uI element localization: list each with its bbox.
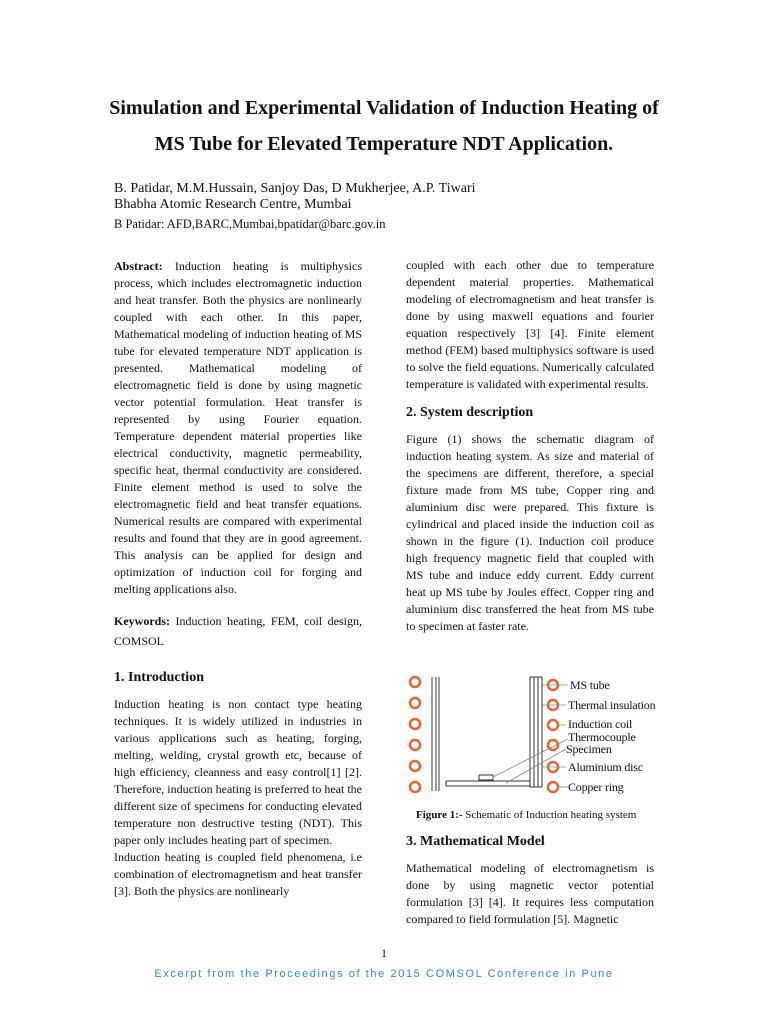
coil-turn	[410, 782, 420, 792]
specimen-block	[479, 775, 493, 780]
introduction-heading: 1. Introduction	[114, 670, 204, 685]
label-ms-tube: MS tube	[570, 678, 610, 692]
coil-turn	[548, 720, 558, 730]
introduction-paragraph-1: Induction heating is non contact type heating techniques. It is widely utilized in industries in various applications such as heating, forging, melting, welding, crystal growth etc, because of high efficiency, cleanness and easy control[1] [2]. Therefore, induction heating is preferred to heat the different size of specimens for conducting elevated temperature non destructive testing (NDT). This paper only includes heating part of specimen.	[114, 697, 362, 847]
figure-caption-text: Schematic of Induction heating system	[462, 809, 637, 821]
figure-1-schematic	[406, 673, 666, 803]
label-specimen: Specimen	[566, 742, 612, 756]
introduction-continued: coupled with each other due to temperature dependent material properties. Mathematical modeling of electromagnetism and heat transfer is done by using maxwell equations and fourier equation respectively [3] [4]. Finite element method (FEM) based multiphysics software is used to solve the field equations. Numerically calculated temperature is validated with experimental results.	[406, 258, 654, 391]
system-description-heading: 2. System description	[406, 405, 534, 420]
keywords-label: Keywords:	[114, 614, 170, 628]
keywords	[114, 611, 362, 651]
coil-turn	[410, 719, 420, 729]
coil-turn	[410, 677, 420, 687]
coil-turn	[410, 761, 420, 771]
introduction-paragraph-2: Induction heating is coupled field phenomena, i.e combination of electromagnetism and heat transfer [3]. Both the physics are nonlinearly	[114, 850, 362, 898]
abstract-label: Abstract:	[114, 259, 163, 273]
label-induction-coil: Induction coil	[568, 717, 633, 731]
system-description-text: Figure (1) shows the schematic diagram of induction heating system. As size and material of the specimens are different, therefore, a special fixture made from MS tube, Copper ring and aluminium disc were prepared. This fixture is cylindrical and placed inside the induction coil as shown in the figure (1). Induction coil produce high frequency magnetic field that coupled with MS tube and induce eddy current. Eddy current heat up MS tube by Joules effect. Copper ring and aluminium disc transferred the heat from MS tube to specimen at faster rate.	[406, 432, 654, 633]
math-model-section	[406, 834, 654, 928]
abstract-text: Induction heating is multiphysics process, which includes electromagnetic induction and heat transfer. Both the physics are nonlinearly coupled with each other. In this paper, Mathematical modeling of induction heating of MS tube for elevated temperature NDT application is presented. Mathematical modeling of electromagnetic field is done by using magnetic vector potential formulation. Heat transfer is represented by using Fourier equation. Temperature dependent material properties like electrical conductivity, magnetic permeability, specific heat, thermal conductivity are considered. Finite element method is used to solve the electromagnetic field and heat transfer equations. Numerical results are compared with experimental results and found that they are in good agreement. This analysis can be applied for design and optimization of induction coil for forging and melting applications also.	[114, 259, 362, 596]
left-column	[114, 258, 362, 900]
math-model-heading: 3. Mathematical Model	[406, 834, 545, 849]
math-model-text: Mathematical modeling of electromagnetism is done by using magnetic vector potential formulation [3] [4]. It requires less computation compared to field formulation [5]. Magnetic	[406, 861, 654, 926]
keywords-text: Induction heating, FEM, coil design, COMSOL	[114, 614, 363, 648]
label-thermal-insulation: Thermal insulation	[568, 698, 656, 712]
ms-tube-left	[432, 677, 439, 791]
label-copper-ring: Copper ring	[568, 780, 624, 794]
label-thermocouple: Thermocouple	[568, 730, 636, 744]
page-number: 1	[381, 946, 387, 960]
author-list: B. Patidar, M.M.Hussain, Sanjoy Das, D Mukherjee, A.P. Tiwari	[114, 181, 476, 196]
aluminium-disc	[446, 781, 530, 786]
contact-email: B Patidar: AFD,BARC,Mumbai,bpatidar@barc.gov.in	[114, 217, 386, 231]
ms-tube-right	[530, 677, 542, 787]
paper-title-line-1: Simulation and Experimental Validation of Induction Heating of	[109, 97, 659, 119]
paper-title-line-2: MS Tube for Elevated Temperature NDT Application.	[154, 133, 614, 155]
author-block	[114, 181, 476, 232]
coil-turn	[410, 698, 420, 708]
abstract	[114, 258, 362, 598]
affiliation: Bhabha Atomic Research Centre, Mumbai	[114, 197, 352, 212]
label-aluminium-disc: Aluminium disc	[568, 760, 643, 774]
conference-footer: Excerpt from the Proceedings of the 2015 COMSOL Conference in Pune	[154, 968, 614, 980]
coil-turn	[410, 740, 420, 750]
coil-turn	[548, 782, 558, 792]
figure-1-caption	[416, 808, 636, 822]
figure-caption-label: Figure 1:-	[416, 809, 463, 821]
right-column	[406, 257, 654, 635]
